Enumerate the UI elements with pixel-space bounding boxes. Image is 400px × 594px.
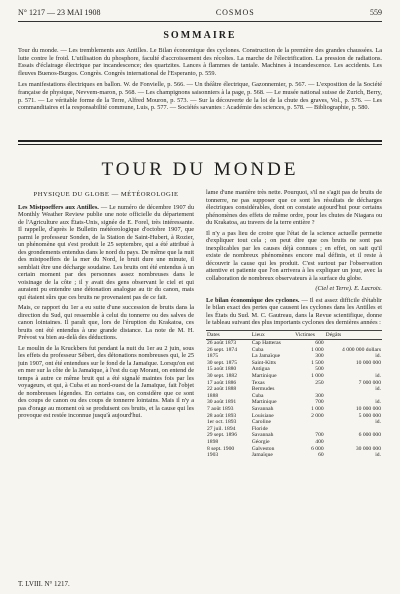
table-cell bbox=[325, 426, 382, 433]
table-row bbox=[206, 393, 382, 400]
table-cell: Jamaïque bbox=[251, 452, 273, 459]
article-subhead: Les Mistpoeffers aux Antilles. bbox=[18, 203, 99, 211]
article-paragraph: Le moulin de la Kruckbers fut pendant la nuit du 1er au 2 juin, sous les effets du professeur Sébert, des détonations nombreuses qui, le 25 juin 1907, ont été entendues sur le fond de la Jamaïque. Lorsqu'on est en mer sur la côte de la Jamaïque, à l'est du cap Morant, on entend de temps à autre ce même bruit qui a été signalé maintes fois par les voyageurs, et qui, à Cuba et au nord-ouest de la Jamaïque, fait l'objet de nombreuses légendes. En certains cas, on considère que ce sont des coups de canon ou des coups de tonnerre lointains. Mais il n'y a pas d'orage au moment où se produisent ces bruits, et la cause qui les provoque est restée inconnue jusqu'à aujourd'hui. bbox=[18, 344, 194, 419]
table-cell: 4 000 000 dollars bbox=[342, 346, 381, 353]
table-cell: 5 000 000 bbox=[358, 412, 381, 419]
footer-volume: T. LVIII. N° 1217. bbox=[18, 580, 70, 588]
table-cell: 1 500 bbox=[311, 359, 324, 366]
table-cell: Martinique bbox=[251, 373, 277, 380]
table-cell: 15 août 1880 bbox=[207, 366, 237, 373]
table-header-cell: Dégâts bbox=[325, 330, 382, 340]
left-column bbox=[18, 189, 194, 529]
article-subhead: Le bilan économique des cyclones. bbox=[206, 296, 300, 304]
table-row bbox=[206, 366, 382, 373]
table-cell: 28 août 1893 bbox=[207, 412, 237, 419]
running-head bbox=[18, 8, 382, 18]
table-cell: 26 sept. 1874 bbox=[207, 346, 237, 353]
table-row bbox=[206, 353, 382, 360]
table-body bbox=[206, 340, 382, 459]
table-row bbox=[206, 432, 382, 439]
table-cell: Louisiane bbox=[251, 412, 274, 419]
page-number: 559 bbox=[370, 8, 382, 17]
article-paragraph: Il n'y a pas lieu de croire que l'état de la science actuelle permette d'expliquer tout cela ; on peut dire que ces bruits ne sont pas inexplicables par les causes déjà connues ; en effet, on sait qu'il existe de nombreux phénomènes encore mal définis, et il reste à découvrir la cause qui les produit. C'est surtout par l'observation attentive et patiente que l'on arrivera à les expliquer un jour, avec la collaboration de nombreux observateurs à la surface du globe. bbox=[206, 229, 382, 282]
table-cell: 27 juil. 1894 bbox=[207, 425, 236, 432]
table-cell: Savannah bbox=[251, 432, 274, 439]
table-cell: id. bbox=[375, 452, 381, 459]
table-cell: 26 août 1873 bbox=[207, 340, 237, 347]
sommaire-paragraph: Tour du monde. — Les tremblements aux Antilles. Le Bilan économique des cyclones. Construction de la première des grandes chaussées. La lutte contre le froid. L'utilisation du phosphore, faculté d'accroissement des récoltes. La marche de l'électrification. La pression de radiations. Essais d'éclairage électrique par incandescence; des quartzites. Lances à flammes de tantale. Machines à incandescence. Les accidents. Les fleuves Buenos-Burgos. Congrès. Congrès international de l'Esperanto, p. 559. bbox=[18, 47, 382, 77]
table-cell bbox=[325, 393, 382, 400]
cyclone-table bbox=[206, 330, 382, 459]
article-signature: (Ciel et Terre). E. Lacroix. bbox=[315, 285, 382, 292]
table-cell: 700 bbox=[315, 399, 324, 406]
table-row bbox=[206, 406, 382, 413]
sommaire-paragraph: Les manifestations électriques en ballon. W. de Fonvielle, p. 566. — Un théâtre électrique, Gazonnemier, p. 567. — L'exposition de la Société française de physique, Nevvem-maron, p. 568. — Les champignons saisonniers à la page, p. 568. — Le musée national suisse de Zurich, Berry, p. 571. — Le véritable forme de la Terre, Alfred Mouron, p. 573. — Sur la découverte de la loi de la chute des graves, Vol., p. 576. — Les commanditaires et la responsabilité commune, Luis, p. 577. — Sociétés savantes : Académie des sciences, p. 578. — Bibliographie, p. 580. bbox=[18, 81, 382, 112]
table-row bbox=[206, 439, 382, 446]
table-header-cell: Victimes bbox=[294, 330, 325, 340]
table-row bbox=[206, 380, 382, 387]
table-cell: 22 août 1888 bbox=[207, 386, 237, 393]
table-cell: 2 000 bbox=[311, 412, 324, 419]
table-cell: 30 août 1891 bbox=[207, 399, 237, 406]
table-cell: 1 000 bbox=[311, 346, 324, 353]
table-cell: 1888 bbox=[207, 392, 219, 399]
table-cell: 1 000 bbox=[311, 373, 324, 380]
table-cell bbox=[294, 419, 325, 426]
table-cell: 1903 bbox=[207, 452, 219, 459]
issue-number: N° 1217 — 23 MAI 1908 bbox=[18, 8, 101, 17]
table-cell: Cuba bbox=[251, 346, 264, 353]
table-cell: 500 bbox=[315, 366, 324, 373]
table-cell: 10 000 000 bbox=[355, 359, 381, 366]
table-cell: Martinique bbox=[251, 399, 277, 406]
table-cell: Savannah bbox=[251, 406, 274, 413]
table-cell: 1875 bbox=[207, 353, 219, 360]
table-cell: Antigua bbox=[251, 366, 270, 373]
table-cell: Cap Hatteras bbox=[251, 340, 281, 347]
table-cell: 1 000 bbox=[311, 406, 324, 413]
table-row bbox=[206, 373, 382, 380]
table-cell: 300 bbox=[315, 392, 324, 399]
header-rule bbox=[18, 21, 382, 22]
article-paragraph bbox=[206, 297, 382, 327]
table-row bbox=[206, 347, 382, 354]
table-cell: 7 000 000 bbox=[358, 379, 381, 386]
table-cell bbox=[325, 340, 382, 347]
table-cell: Cuba bbox=[251, 392, 264, 399]
table-cell: 300 bbox=[315, 353, 324, 360]
table-cell: 1er oct. 1893 bbox=[207, 419, 237, 426]
table-cell: Floride bbox=[251, 425, 268, 432]
table-row bbox=[206, 340, 382, 347]
table-cell bbox=[294, 426, 325, 433]
table-cell: 400 bbox=[315, 439, 324, 445]
table-header-cell: Lieux bbox=[251, 330, 294, 340]
table-row bbox=[206, 413, 382, 420]
table-cell: id. bbox=[375, 373, 381, 380]
table-cell: 6 000 000 bbox=[358, 432, 381, 439]
section-title: TOUR DU MONDE bbox=[101, 159, 299, 180]
article-columns bbox=[18, 189, 382, 529]
divider-rule bbox=[18, 140, 382, 142]
divider-rule bbox=[18, 144, 382, 145]
article-paragraph bbox=[18, 204, 194, 302]
table-cell: 7 août 1893 bbox=[207, 406, 234, 413]
table-cell: Galveston bbox=[251, 445, 275, 452]
table-cell bbox=[294, 386, 325, 393]
table-cell: Bermudes bbox=[251, 386, 275, 393]
table-cell: 17 août 1886 bbox=[207, 379, 237, 386]
table-cell bbox=[325, 366, 382, 373]
table-row bbox=[206, 386, 382, 393]
table-header-row bbox=[206, 330, 382, 340]
table-cell: Texas bbox=[251, 379, 265, 386]
table-row bbox=[206, 360, 382, 367]
table-row bbox=[206, 399, 382, 406]
table-cell: 29 sept. 1896 bbox=[207, 432, 237, 439]
table-cell: Saint-Kitts bbox=[251, 359, 276, 366]
table-cell: La Jamaïque bbox=[251, 353, 281, 360]
table-row bbox=[206, 452, 382, 459]
article-text: — Il est assez difficile d'établir le bilan exact des pertes que causent les cyclones dans les Antilles et les États du Sud. M. C. Gautreau, dans la Revue scientifique, donne le tableau suivant des plus importants cyclones des dernières années : bbox=[206, 296, 382, 326]
table-cell: 250 bbox=[315, 379, 324, 386]
table-row bbox=[206, 446, 382, 453]
table-cell: 30 sept. 1875 bbox=[207, 359, 237, 366]
table-cell: 8 sept. 1900 bbox=[207, 445, 235, 452]
table-cell: 700 bbox=[315, 432, 324, 439]
table-cell bbox=[325, 439, 382, 446]
table-cell: Caroline bbox=[251, 419, 271, 426]
table-header-cell: Dates bbox=[206, 330, 251, 340]
table-cell: 60 bbox=[318, 452, 324, 459]
table-row bbox=[206, 426, 382, 433]
table-cell: 10 000 000 bbox=[355, 406, 381, 413]
article-text: — Le numéro de décembre 1907 du Monthly Weather Review publie une note officielle du département de l'Agriculture aux États-Unis, signée de E. Forel, très intéressante. Il rappelle, d'après le Bulletin météorologique d'octobre 1907, que parmi le professeur Sonden, de la Station de Saint-Hubert, à Rozier, un phénomène qui s'est produit le 25 septembre, qui a été attribué à des grondements entendus dans le nord du pays. De même que la nuit des mistpoeffers de la mer du Nord, le bruit dure une minute, il semblait être une décharge soudaine. Les bruits ont été entendus à un certain moment par des personnes assez nombreuses dans le voisinage de la côte ; il y avait des gens observant le ciel et qui auraient pu entendre une détonation analogue au tir du canon, mais qui étaient sûrs que ces bruits ne provenaient pas de ce fait. bbox=[18, 203, 194, 301]
rubric-heading: PHYSIQUE DU GLOBE — MÉTÉOROLOGIE bbox=[33, 191, 179, 198]
journal-name: COSMOS bbox=[215, 8, 255, 17]
right-column bbox=[206, 189, 382, 529]
page-footer bbox=[18, 580, 382, 588]
sommaire-title: SOMMAIRE bbox=[163, 30, 237, 41]
article-paragraph: lame d'une manière très nette. Pourquoi, s'il ne s'agit pas de bruits de tonnerre, ne pas supposer que ce sont les résultats de décharges électriques considérables, dont on constate aujourd'hui pour certains phénomènes des effets de même ordre, pour les chutes de Niagara ou du Krakatoa, au travers de la terre entière ? bbox=[206, 189, 382, 226]
table-cell: id. bbox=[375, 419, 381, 426]
table-cell: 30 sept. 1882 bbox=[207, 373, 237, 380]
table-row bbox=[206, 419, 382, 426]
table-cell: Géorgie bbox=[251, 439, 270, 445]
table-cell: 6 000 bbox=[311, 445, 324, 452]
article-paragraph: Mais, ce rapport du 1er a eu suite d'une succession de bruits dans la direction du Sud, qui ressemble à celui du tonnerre ou des salves de canon lointaines. Il paraît que, lors de l'éruption du Krakatoa, ces bruits ont été entendus à une grande distance. La note de M. H. Prévost va bien au-delà des déductions. bbox=[18, 304, 194, 341]
table-cell: 30 000 000 bbox=[355, 445, 381, 452]
table-cell: id. bbox=[375, 386, 381, 393]
table-cell: id. bbox=[375, 399, 381, 406]
sommaire-body bbox=[18, 47, 382, 131]
table-cell: 600 bbox=[315, 340, 324, 347]
table-cell: 1898 bbox=[207, 439, 219, 445]
table-cell: id. bbox=[375, 353, 381, 360]
